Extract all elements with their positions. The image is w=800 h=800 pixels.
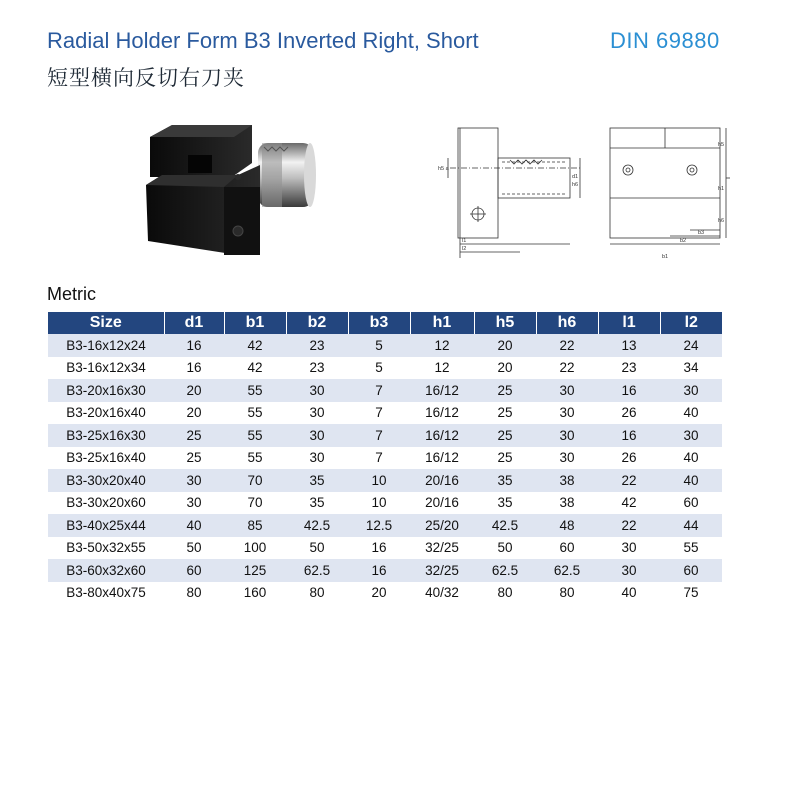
value-cell: 30	[286, 447, 348, 470]
column-header: b2	[286, 312, 348, 334]
value-cell: 38	[536, 469, 598, 492]
value-cell: 55	[224, 447, 286, 470]
value-cell: 55	[660, 537, 722, 560]
value-cell: 40	[660, 402, 722, 425]
drawing-label-b1: b1	[662, 254, 669, 260]
size-cell: B3-16x12x34	[48, 357, 164, 380]
value-cell: 13	[598, 334, 660, 357]
value-cell: 30	[536, 402, 598, 425]
value-cell: 16/12	[410, 379, 474, 402]
value-cell: 20	[164, 402, 224, 425]
table-row	[48, 492, 722, 515]
value-cell: 60	[660, 492, 722, 515]
drawing-label-h5a: h5 a	[438, 166, 449, 172]
value-cell: 22	[598, 514, 660, 537]
value-cell: 16	[164, 334, 224, 357]
value-cell: 25	[474, 447, 536, 470]
value-cell: 35	[474, 469, 536, 492]
value-cell: 30	[536, 379, 598, 402]
value-cell: 30	[536, 424, 598, 447]
value-cell: 25/20	[410, 514, 474, 537]
value-cell: 32/25	[410, 537, 474, 560]
drawing-label-h6: h6	[572, 182, 579, 188]
table-row	[48, 357, 722, 380]
column-header: h5	[474, 312, 536, 334]
drawing-label-h5: h5	[718, 142, 725, 148]
value-cell: 80	[164, 582, 224, 605]
dimension-drawing	[430, 118, 730, 268]
value-cell: 16	[164, 357, 224, 380]
value-cell: 40	[164, 514, 224, 537]
value-cell: 25	[474, 379, 536, 402]
value-cell: 7	[348, 447, 410, 470]
value-cell: 26	[598, 402, 660, 425]
table-row	[48, 537, 722, 560]
value-cell: 80	[474, 582, 536, 605]
value-cell: 22	[598, 469, 660, 492]
value-cell: 75	[660, 582, 722, 605]
value-cell: 7	[348, 379, 410, 402]
value-cell: 32/25	[410, 559, 474, 582]
value-cell: 50	[474, 537, 536, 560]
value-cell: 26	[598, 447, 660, 470]
value-cell: 48	[536, 514, 598, 537]
value-cell: 100	[224, 537, 286, 560]
section-label-metric: Metric	[47, 284, 96, 304]
value-cell: 7	[348, 424, 410, 447]
value-cell: 22	[536, 334, 598, 357]
value-cell: 24	[660, 334, 722, 357]
value-cell: 16	[348, 559, 410, 582]
column-header: h1	[410, 312, 474, 334]
value-cell: 70	[224, 492, 286, 515]
drawing-label-h1: h1	[718, 186, 725, 192]
column-header: d1	[164, 312, 224, 334]
value-cell: 42.5	[474, 514, 536, 537]
value-cell: 80	[286, 582, 348, 605]
value-cell: 10	[348, 492, 410, 515]
value-cell: 16/12	[410, 402, 474, 425]
column-header: l2	[660, 312, 722, 334]
table-row	[48, 469, 722, 492]
size-cell: B3-80x40x75	[48, 582, 164, 605]
value-cell: 23	[598, 357, 660, 380]
value-cell: 40	[660, 447, 722, 470]
value-cell: 44	[660, 514, 722, 537]
value-cell: 55	[224, 402, 286, 425]
table-row	[48, 334, 722, 357]
value-cell: 22	[536, 357, 598, 380]
value-cell: 42	[598, 492, 660, 515]
table-header-row	[48, 312, 722, 334]
value-cell: 12	[410, 334, 474, 357]
table-row	[48, 379, 722, 402]
value-cell: 62.5	[286, 559, 348, 582]
value-cell: 35	[286, 469, 348, 492]
value-cell: 25	[474, 402, 536, 425]
value-cell: 30	[164, 469, 224, 492]
value-cell: 16/12	[410, 447, 474, 470]
value-cell: 35	[474, 492, 536, 515]
value-cell: 60	[660, 559, 722, 582]
value-cell: 16	[598, 379, 660, 402]
value-cell: 35	[286, 492, 348, 515]
value-cell: 160	[224, 582, 286, 605]
value-cell: 30	[164, 492, 224, 515]
value-cell: 85	[224, 514, 286, 537]
size-cell: B3-25x16x40	[48, 447, 164, 470]
column-header: l1	[598, 312, 660, 334]
value-cell: 42	[224, 357, 286, 380]
value-cell: 55	[224, 379, 286, 402]
product-title: Radial Holder Form B3 Inverted Right, Short	[47, 28, 479, 53]
table-row	[48, 424, 722, 447]
table-row	[48, 447, 722, 470]
table-row	[48, 514, 722, 537]
value-cell: 60	[164, 559, 224, 582]
value-cell: 23	[286, 334, 348, 357]
spec-table	[48, 312, 722, 604]
drawing-label-h6-right: h6	[718, 218, 725, 224]
size-cell: B3-25x16x30	[48, 424, 164, 447]
size-cell: B3-60x32x60	[48, 559, 164, 582]
column-header: b1	[224, 312, 286, 334]
value-cell: 38	[536, 492, 598, 515]
value-cell: 16	[598, 424, 660, 447]
value-cell: 62.5	[474, 559, 536, 582]
value-cell: 50	[286, 537, 348, 560]
value-cell: 30	[536, 447, 598, 470]
size-cell: B3-16x12x24	[48, 334, 164, 357]
table-body	[48, 334, 722, 604]
column-header: Size	[48, 312, 164, 334]
table-row	[48, 559, 722, 582]
value-cell: 25	[164, 424, 224, 447]
value-cell: 30	[598, 537, 660, 560]
value-cell: 40	[598, 582, 660, 605]
value-cell: 20/16	[410, 469, 474, 492]
value-cell: 42	[224, 334, 286, 357]
value-cell: 40	[660, 469, 722, 492]
value-cell: 16/12	[410, 424, 474, 447]
value-cell: 25	[164, 447, 224, 470]
value-cell: 30	[598, 559, 660, 582]
table-row	[48, 402, 722, 425]
drawing-label-l2: l2	[462, 246, 467, 252]
value-cell: 23	[286, 357, 348, 380]
value-cell: 20	[164, 379, 224, 402]
value-cell: 20	[348, 582, 410, 605]
value-cell: 20	[474, 334, 536, 357]
drawing-label-d1: d1	[572, 174, 579, 180]
size-cell: B3-30x20x40	[48, 469, 164, 492]
value-cell: 12	[410, 357, 474, 380]
value-cell: 5	[348, 334, 410, 357]
value-cell: 42.5	[286, 514, 348, 537]
value-cell: 125	[224, 559, 286, 582]
chinese-subtitle: 短型横向反切右刀夹	[47, 66, 245, 90]
column-header: h6	[536, 312, 598, 334]
size-cell: B3-30x20x60	[48, 492, 164, 515]
value-cell: 60	[536, 537, 598, 560]
tool-holder-photo	[140, 115, 330, 275]
drawing-label-b2: b2	[680, 238, 687, 244]
value-cell: 10	[348, 469, 410, 492]
size-cell: B3-20x16x30	[48, 379, 164, 402]
column-header: b3	[348, 312, 410, 334]
value-cell: 30	[286, 402, 348, 425]
value-cell: 80	[536, 582, 598, 605]
size-cell: B3-40x25x44	[48, 514, 164, 537]
drawing-label-l1: l1	[462, 238, 467, 244]
value-cell: 16	[348, 537, 410, 560]
value-cell: 7	[348, 402, 410, 425]
value-cell: 34	[660, 357, 722, 380]
size-cell: B3-20x16x40	[48, 402, 164, 425]
value-cell: 62.5	[536, 559, 598, 582]
value-cell: 30	[286, 424, 348, 447]
drawing-label-b3: b3	[698, 230, 705, 236]
value-cell: 30	[660, 424, 722, 447]
value-cell: 30	[286, 379, 348, 402]
table-row	[48, 582, 722, 605]
value-cell: 55	[224, 424, 286, 447]
value-cell: 12.5	[348, 514, 410, 537]
value-cell: 25	[474, 424, 536, 447]
value-cell: 5	[348, 357, 410, 380]
value-cell: 50	[164, 537, 224, 560]
value-cell: 20	[474, 357, 536, 380]
value-cell: 70	[224, 469, 286, 492]
size-cell: B3-50x32x55	[48, 537, 164, 560]
value-cell: 40/32	[410, 582, 474, 605]
standard-label: DIN 69880	[610, 28, 720, 53]
value-cell: 20/16	[410, 492, 474, 515]
value-cell: 30	[660, 379, 722, 402]
